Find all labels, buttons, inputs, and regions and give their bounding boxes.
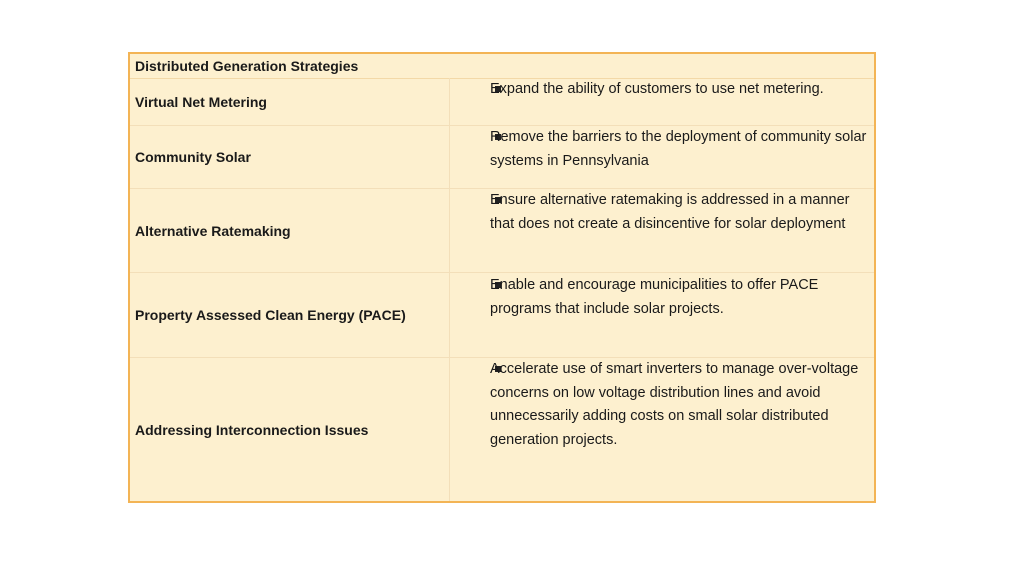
strategy-interconnection: Addressing Interconnection Issues xyxy=(135,421,369,438)
strategy-alternative-ratemaking: Alternative Ratemaking xyxy=(135,222,291,239)
description-interconnection: Accelerate use of smart inverters to manage over-voltage concerns on low voltage distribution lines and avoid unnecessarily adding costs on small solar distributed generation projects. xyxy=(490,361,859,448)
description-community-solar: Remove the barriers to the deployment of community solar systems in Pennsylvania xyxy=(490,129,867,169)
strategy-virtual-net-metering: Virtual Net Metering xyxy=(135,93,267,110)
description-alternative-ratemaking: Ensure alternative ratemaking is addressed in a manner that does not create a disincentive for solar deployment xyxy=(490,192,850,232)
strategies-table xyxy=(128,52,876,503)
strategy-community-solar: Community Solar xyxy=(135,149,251,165)
description-pace: Enable and encourage municipalities to offer PACE programs that include solar projects. xyxy=(490,277,819,317)
strategy-pace: Property Assessed Clean Energy (PACE) xyxy=(135,307,406,323)
description-virtual-net-metering: Expand the ability of customers to use net metering. xyxy=(490,81,824,97)
table-title: Distributed Generation Strategies xyxy=(135,58,359,74)
table-header xyxy=(130,54,874,79)
